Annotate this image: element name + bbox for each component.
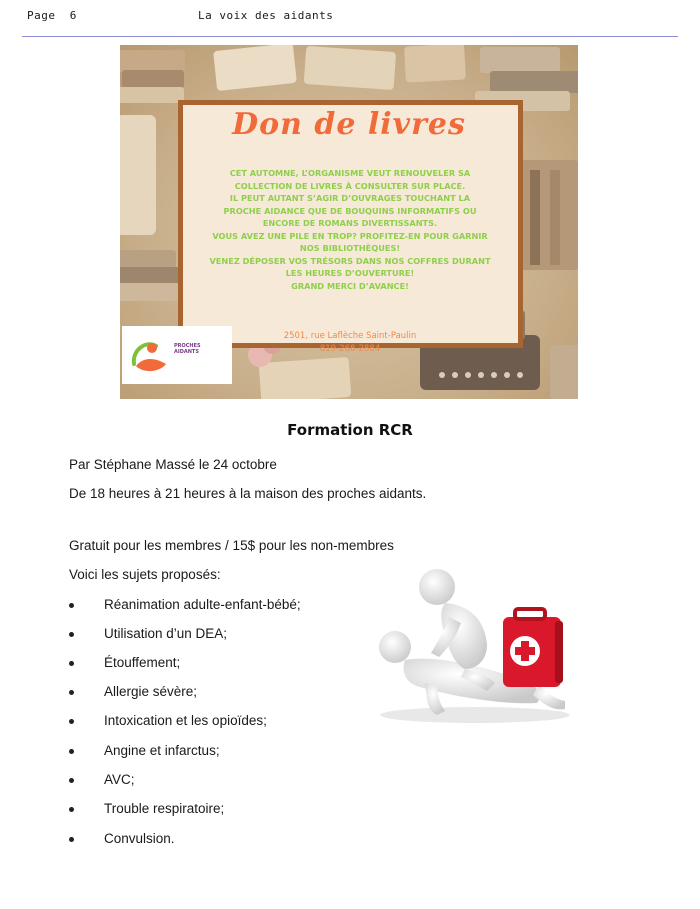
poster-line: LES HEURES D’OUVERTURE! bbox=[285, 268, 415, 278]
floor-shadow bbox=[380, 707, 570, 723]
poster-line: CET AUTOMNE, L’ORGANISME VEUT RENOUVELER SA bbox=[229, 168, 471, 178]
poster-title: Don de livres bbox=[232, 107, 466, 142]
poster-contact bbox=[270, 330, 430, 356]
poster-phone: 819-268-2884 bbox=[319, 344, 381, 354]
book-stack-top-left bbox=[120, 50, 185, 103]
logo-wordmark bbox=[174, 344, 201, 355]
book-donation-poster bbox=[120, 45, 578, 399]
poster-line: GRAND MERCI D’AVANCE! bbox=[291, 280, 409, 291]
schedule-text: De 18 heures à 21 heures à la maison des proches aidants. bbox=[69, 486, 427, 501]
topic-label: Allergie sévère; bbox=[104, 684, 198, 699]
poster-address: 2501, rue Laflèche Saint-Paulin bbox=[283, 331, 417, 341]
bullet-icon bbox=[69, 807, 74, 812]
topic-label: Intoxication et les opioïdes; bbox=[104, 713, 267, 728]
logo-line: AIDANTS bbox=[174, 348, 199, 355]
section-title: Formation RCR bbox=[287, 421, 413, 439]
bullet-icon bbox=[69, 690, 74, 695]
running-header bbox=[0, 0, 700, 40]
poster-line: NOS BIBLIOTHÈQUES! bbox=[299, 243, 401, 253]
bullet-icon bbox=[69, 837, 74, 842]
bullet-icon bbox=[69, 749, 74, 754]
bullet-icon bbox=[69, 661, 74, 666]
bullet-icon bbox=[69, 632, 74, 637]
poster-line: ENCORE DE ROMANS DIVERTISSANTS. bbox=[262, 218, 438, 228]
poster-line: COLLECTION DE LIVRES À CONSULTER SUR PLACE. bbox=[234, 180, 466, 191]
price-text: Gratuit pour les membres / 15$ pour les non-membres bbox=[69, 538, 394, 553]
proches-aidants-logo bbox=[122, 326, 232, 384]
bullet-icon bbox=[69, 719, 74, 724]
topics-intro: Voici les sujets proposés: bbox=[69, 567, 221, 582]
bullet-icon bbox=[69, 778, 74, 783]
logo-icon bbox=[130, 336, 172, 376]
topic-label: Réanimation adulte-enfant-bébé; bbox=[104, 597, 301, 612]
cpr-illustration bbox=[365, 565, 580, 730]
topic-label: Trouble respiratoire; bbox=[104, 801, 225, 816]
first-aid-kit-icon bbox=[503, 609, 563, 687]
bullet-icon bbox=[69, 603, 74, 608]
book-stack-bottom-left bbox=[120, 250, 186, 301]
presenter-text: Par Stéphane Massé le 24 octobre bbox=[69, 457, 277, 472]
scroll-papers-top bbox=[213, 45, 466, 91]
page-number: Page 6 bbox=[27, 9, 77, 22]
topic-label: Utilisation d’un DEA; bbox=[104, 626, 228, 641]
topic-label: AVC; bbox=[104, 772, 135, 787]
poster-line: IL PEUT AUTANT S’AGIR D’OUVRAGES TOUCHANT LA bbox=[229, 193, 471, 203]
poster-line: VOUS AVEZ UNE PILE EN TROP? PROFITEZ-EN POUR GARNIR bbox=[212, 230, 488, 241]
logo-line: PROCHES bbox=[174, 343, 201, 349]
newsletter-title: La voix des aidants bbox=[198, 9, 334, 22]
topic-label: Angine et infarctus; bbox=[104, 743, 220, 758]
topic-label: Étouffement; bbox=[104, 655, 181, 670]
poster-line: VENEZ DÉPOSER VOS TRÉSORS DANS NOS COFFRES DURANT bbox=[209, 255, 491, 266]
book-stack-right bbox=[515, 160, 578, 270]
topic-label: Convulsion. bbox=[104, 831, 175, 846]
poster-message bbox=[205, 167, 495, 292]
poster-line: PROCHE AIDANCE QUE DE BOUQUINS INFORMATIFS OU bbox=[223, 205, 477, 216]
header-divider bbox=[22, 36, 678, 37]
